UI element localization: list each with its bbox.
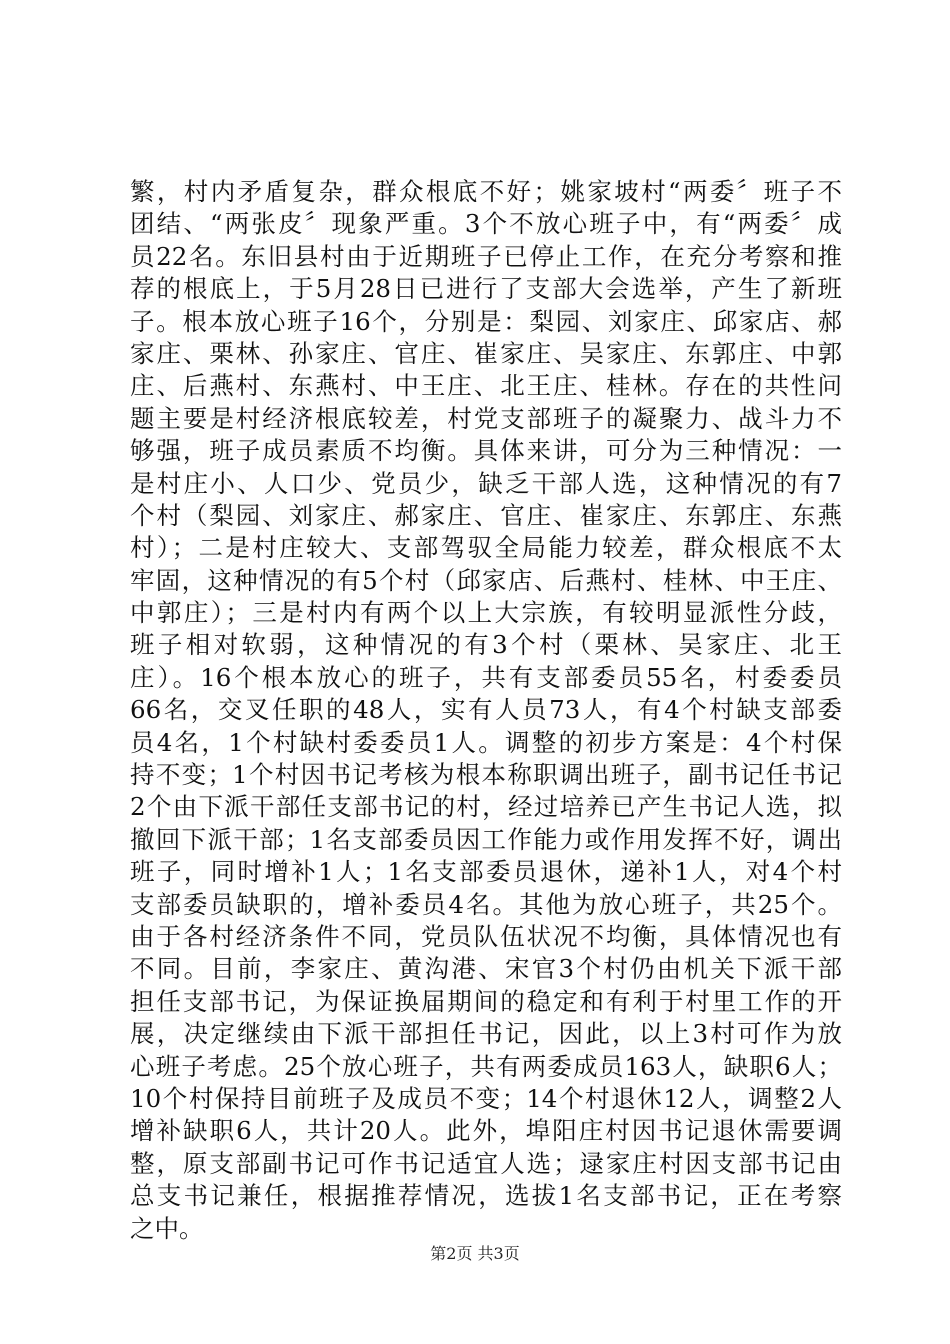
body-line: 子。根本放心班子16个，分别是：梨园、刘家庄、邱家店、郝 bbox=[130, 306, 842, 336]
body-line: 员22名。东旧县村由于近期班子已停止工作，在充分考察和推 bbox=[130, 241, 842, 271]
body-line: 繁，村内矛盾复杂，群众根底不好；姚家坡村“两委〞班子不 bbox=[130, 177, 842, 206]
body-line: 够强，班子成员素质不均衡。具体来讲，可分为三种情况：一 bbox=[130, 436, 842, 466]
body-line: 增补缺职6人，共计20人。此外，埠阳庄村因书记退休需要调 bbox=[130, 1116, 842, 1146]
body-line: 整，原支部副书记可作书记适宜人选；逯家庄村因支部书记由 bbox=[130, 1148, 842, 1178]
body-line: 庄、后燕村、东燕村、中王庄、北王庄、桂林。存在的共性问 bbox=[130, 371, 842, 401]
body-line: 村）；二是村庄较大、支部驾驭全局能力较差，群众根底不太 bbox=[130, 533, 842, 563]
body-line: 撤回下派干部；1名支部委员因工作能力或作用发挥不好，调出 bbox=[130, 824, 842, 854]
body-line: 团结、“两张皮〞现象严重。3个不放心班子中，有“两委〞成 bbox=[130, 209, 842, 239]
body-line: 10个村保持目前班子及成员不变；14个村退休12人，调整2人 bbox=[130, 1083, 842, 1113]
body-line: 中郭庄）；三是村内有两个以上大宗族，有较明显派性分歧， bbox=[130, 598, 842, 628]
body-line: 家庄、栗林、孙家庄、官庄、崔家庄、吴家庄、东郭庄、中郭 bbox=[130, 338, 842, 368]
body-line: 展，决定继续由下派干部担任书记，因此，以上3村可作为放 bbox=[130, 1019, 842, 1049]
body-line: 心班子考虑。25个放心班子，共有两委成员163人，缺职6人； bbox=[130, 1051, 842, 1081]
body-line: 员4名，1个村缺村委委员1人。调整的初步方案是：4个村保 bbox=[130, 727, 842, 757]
body-line: 班子相对软弱，这种情况的有3个村（栗林、吴家庄、北王 bbox=[130, 630, 842, 660]
body-line: 牢固，这种情况的有5个村（邱家店、后燕村、桂林、中王庄、 bbox=[130, 565, 842, 595]
body-line: 班子，同时增补1人；1名支部委员退休，递补1人，对4个村 bbox=[130, 857, 842, 887]
body-line: 由于各村经济条件不同，党员队伍状况不均衡，具体情况也有 bbox=[130, 921, 842, 951]
body-line: 之中。 bbox=[130, 1213, 204, 1243]
body-line: 题主要是村经济根底较差，村党支部班子的凝聚力、战斗力不 bbox=[130, 403, 842, 433]
body-line: 2个由下派干部任支部书记的村，经过培养已产生书记人选，拟 bbox=[130, 792, 842, 822]
body-line: 66名，交叉任职的48人，实有人员73人，有4个村缺支部委 bbox=[130, 695, 842, 725]
page-number: 第2页 共3页 bbox=[430, 1244, 520, 1263]
body-line: 荐的根底上，于5月28日已进行了支部大会选举，产生了新班 bbox=[130, 274, 842, 304]
page-footer bbox=[0, 1244, 950, 1264]
body-line: 庄）。16个根本放心的班子，共有支部委员55名，村委委员 bbox=[130, 662, 842, 692]
body-line: 不同。目前，李家庄、黄沟港、宋官3个村仍由机关下派干部 bbox=[130, 954, 842, 984]
body-text bbox=[130, 176, 842, 1245]
body-line: 个村（梨园、刘家庄、郝家庄、官庄、崔家庄、东郭庄、东燕 bbox=[130, 500, 842, 530]
body-line: 担任支部书记，为保证换届期间的稳定和有利于村里工作的开 bbox=[130, 986, 842, 1016]
body-line: 持不变；1个村因书记考核为根本称职调出班子，副书记任书记 bbox=[130, 760, 842, 790]
body-line: 总支书记兼任，根据推荐情况，选拔1名支部书记，正在考察 bbox=[130, 1181, 842, 1211]
body-line: 支部委员缺职的，增补委员4名。其他为放心班子，共25个。 bbox=[130, 889, 842, 919]
body-line: 是村庄小、人口少、党员少，缺乏干部人选，这种情况的有7 bbox=[130, 468, 842, 498]
